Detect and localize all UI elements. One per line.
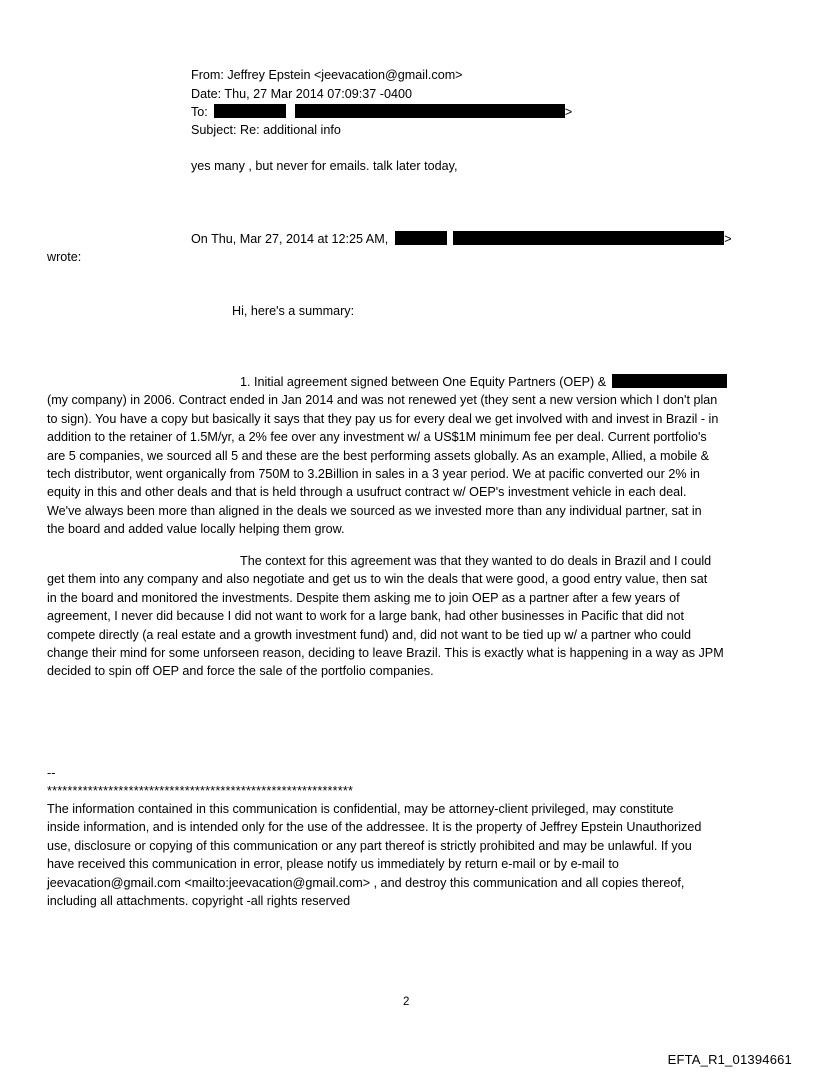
paragraph-2-line: change their mind for some unforseen reason, deciding to leave Brazil. This is exactly what is happening in a way as JPM	[47, 646, 724, 661]
signature-dashes: --	[47, 766, 56, 780]
page-number: 2	[403, 996, 410, 1008]
from-line: From: Jeffrey Epstein <jeevacation@gmail.com>	[191, 68, 463, 82]
paragraph-2-line: decided to spin off OEP and force the sale of the portfolio companies.	[47, 664, 434, 679]
paragraph-2-line: agreement, I never did because I did not want to work for a large bank, had other businesses in Pacific that did not	[47, 609, 685, 624]
disclaimer-line: have received this communication in error, please notify us immediately by return e-mail or by e-mail to	[47, 857, 619, 872]
paragraph-2-line: get them into any company and also negotiate and get us to win the deals that were good, a good entry value, then sat	[47, 572, 708, 587]
to-label: To:	[191, 105, 208, 119]
paragraph-2-line: in the board and monitored the investments. Despite them asking me to join OEP as a partner after a few years of	[47, 590, 680, 605]
paragraph-1-line: tech distributor, went organically from 750M to 3.2Billion in sales in a 3 year period. We at pacific converted our 2% in	[47, 467, 700, 482]
disclaimer	[47, 800, 773, 910]
disclaimer-line: inside information, and is intended only for the use of the addressee. It is the property of Jeffrey Epstein Unauthorized	[47, 820, 702, 835]
quote-on: On Thu, Mar 27, 2014 at 12:25 AM,	[191, 232, 389, 246]
redaction-block	[612, 374, 727, 388]
redaction-block	[453, 231, 724, 245]
to-end: >	[564, 105, 573, 119]
greeting: Hi, here's a summary:	[232, 304, 355, 318]
to-line	[191, 103, 572, 121]
paragraph-2	[47, 552, 773, 681]
redaction-block	[214, 104, 286, 118]
paragraph-1-line: We've always been more than aligned in the deals we sourced as we invested more than any individual partner, sat in	[47, 503, 702, 518]
reply-text: yes many , but never for emails. talk later today,	[191, 159, 458, 173]
paragraph-1-prefix: 1. Initial agreement signed between One Equity Partners (OEP) &	[240, 375, 607, 389]
disclaimer-line: jeevacation@gmail.com <mailto:jeevacation@gmail.com> , and destroy this communication and all copies thereof,	[47, 875, 685, 890]
paragraph-1-line: addition to the retainer of 1.5M/yr, a 2% fee over any investment w/ a US$1M minimum fee per deal. Current portfolio's	[47, 430, 707, 445]
disclaimer-line: including all attachments. copyright -all rights reserved	[47, 894, 351, 909]
disclaimer-line: use, disclosure or copying of this communication or any part thereof is strictly prohibited and may be unlawful. If you	[47, 838, 692, 853]
redaction-block	[295, 104, 565, 118]
signature-stars: ************************************************************	[47, 784, 354, 798]
paragraph-1-line: to sign). You have a copy but basically it says that they pay us for every deal we get involved with and invest in Brazil - in	[47, 411, 719, 426]
paragraph-2-line: The context for this agreement was that they wanted to do deals in Brazil and I could	[240, 554, 712, 568]
paragraph-1-line: equity in this and other deals and that is held through a usufruct contract w/ OEP's investment vehicle in each deal.	[47, 485, 687, 500]
quote-intro	[191, 230, 732, 248]
paragraph-1-line: the board and added value locally helping them grow.	[47, 522, 345, 537]
paragraph-1-first-line	[47, 373, 773, 391]
quote-end: >	[724, 232, 732, 246]
paragraph-1	[47, 373, 773, 539]
paragraph-2-line: compete directly (a real estate and a growth investment fund) and, did not want to be tied up w/ a partner who could	[47, 627, 692, 642]
disclaimer-line: The information contained in this communication is confidential, may be attorney-client privileged, may constitute	[47, 802, 674, 816]
wrote-label: wrote:	[47, 250, 82, 264]
paragraph-1-line: are 5 companies, we sourced all 5 and these are the best performing assets globally. As an example, Allied, a mobile &	[47, 448, 710, 463]
date-line: Date: Thu, 27 Mar 2014 07:09:37 -0400	[191, 87, 413, 101]
paragraph-1-line: (my company) in 2006. Contract ended in Jan 2014 and was not renewed yet (they sent a new version which I don't plan	[47, 393, 718, 408]
document-id: EFTA_R1_01394661	[667, 1052, 792, 1067]
redaction-block	[395, 231, 447, 245]
subject-line: Subject: Re: additional info	[191, 123, 341, 137]
